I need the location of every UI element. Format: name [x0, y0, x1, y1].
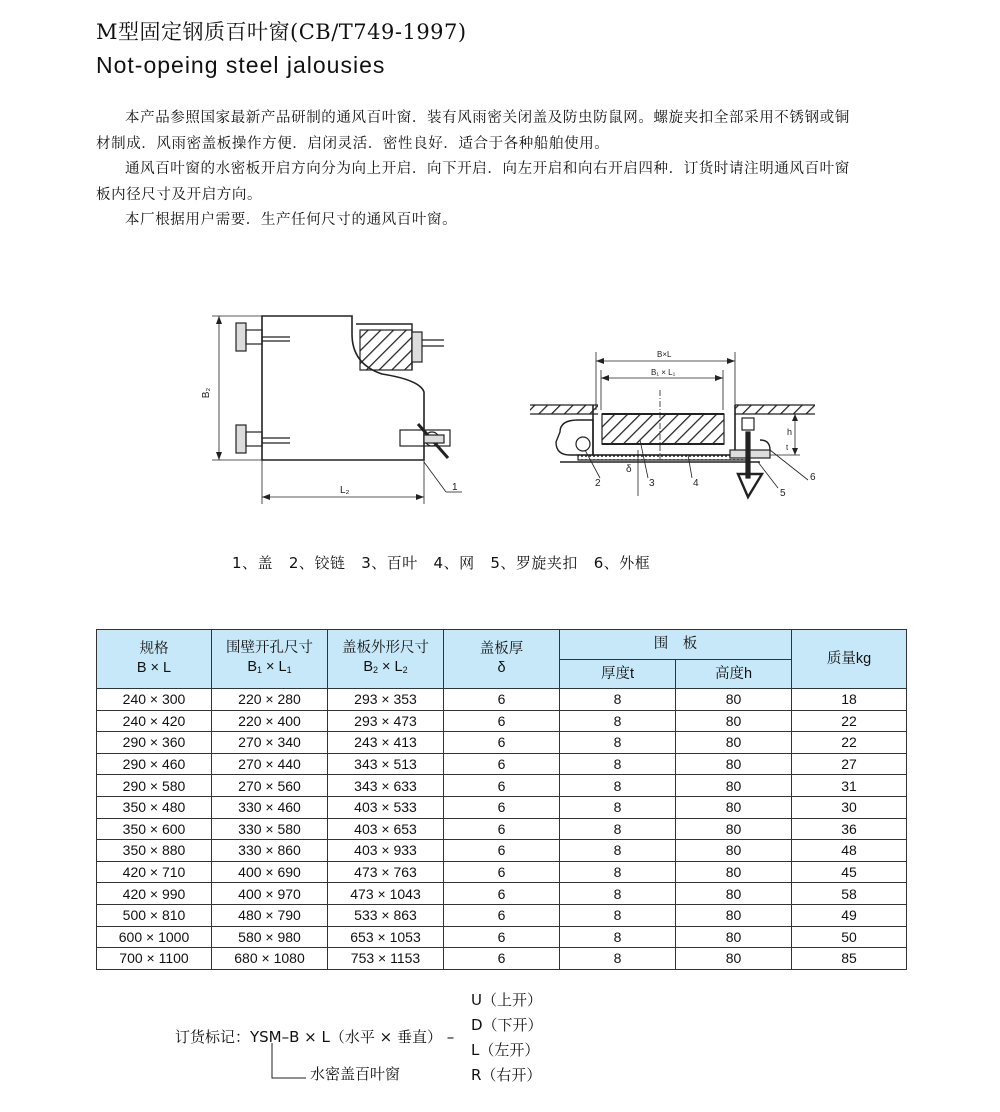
part-5-label: 5: [780, 488, 786, 499]
table-cell: 48: [792, 840, 907, 862]
dim-h-label: h: [787, 427, 793, 437]
table-cell: 220 × 280: [212, 689, 328, 711]
table-cell: 350 × 880: [97, 840, 212, 862]
table-cell: 8: [560, 861, 676, 883]
table-cell: 290 × 580: [97, 775, 212, 797]
table-cell: 8: [560, 732, 676, 754]
table-row: [97, 948, 907, 970]
table-cell: 270 × 340: [212, 732, 328, 754]
table-cell: 420 × 990: [97, 883, 212, 905]
table-row: [97, 818, 907, 840]
table-cell: 500 × 810: [97, 904, 212, 926]
table-cell: 400 × 970: [212, 883, 328, 905]
part-2-label: 2: [595, 478, 601, 489]
table-cell: 6: [444, 775, 560, 797]
table-cell: 80: [676, 753, 792, 775]
table-cell: 6: [444, 948, 560, 970]
table-cell: 403 × 933: [328, 840, 444, 862]
table-cell: 8: [560, 753, 676, 775]
table-cell: 680 × 1080: [212, 948, 328, 970]
intro-paragraph: 本厂根据用户需要．生产任何尺寸的通风百叶窗。: [125, 212, 458, 228]
table-cell: 270 × 560: [212, 775, 328, 797]
table-cell: 243 × 413: [328, 732, 444, 754]
order-option-left: L（左开）: [471, 1041, 540, 1059]
header-frame-thickness: 厚度t: [560, 660, 676, 689]
table-cell: 473 × 763: [328, 861, 444, 883]
table-cell: 293 × 473: [328, 710, 444, 732]
table-cell: 80: [676, 732, 792, 754]
table-cell: 6: [444, 904, 560, 926]
header-hole-sub: $B_1 \times L_1$: [247, 658, 292, 675]
table-cell: 400 × 690: [212, 861, 328, 883]
cover-front-view: [201, 316, 462, 504]
header-cover: [328, 630, 444, 689]
table-cell: 49: [792, 904, 907, 926]
table-cell: 80: [676, 840, 792, 862]
table-cell: 240 × 300: [97, 689, 212, 711]
table-cell: 343 × 633: [328, 775, 444, 797]
table-cell: 8: [560, 775, 676, 797]
page-title-cn: M型固定钢质百叶窗(CB/T749-1997): [96, 20, 467, 44]
table-cell: 350 × 480: [97, 796, 212, 818]
table-cell: 8: [560, 926, 676, 948]
table-cell: 330 × 580: [212, 818, 328, 840]
dim-b1l1-label: B₁ × L₁: [651, 368, 676, 377]
header-frame-height: 高度h: [676, 660, 792, 689]
table-cell: 22: [792, 710, 907, 732]
dim-l2-label: L₂: [340, 485, 350, 496]
table-cell: 330 × 460: [212, 796, 328, 818]
table-cell: 403 × 533: [328, 796, 444, 818]
dim-t-label: t: [786, 443, 789, 452]
table-cell: 6: [444, 796, 560, 818]
table-cell: 36: [792, 818, 907, 840]
table-cell: 6: [444, 861, 560, 883]
table-row: [97, 926, 907, 948]
table-cell: 420 × 710: [97, 861, 212, 883]
table-cell: 6: [444, 840, 560, 862]
table-cell: 403 × 653: [328, 818, 444, 840]
intro-paragraph: 本产品参照国家最新产品研制的通风百叶窗．装有风雨密关闭盖及防虫防鼠网。螺旋夹扣全部采用不锈钢或铜材制成．风雨密盖板操作方便．启闭灵活．密性良好．适合于各种船舶使用。: [96, 110, 850, 152]
table-cell: 8: [560, 948, 676, 970]
table-cell: 50: [792, 926, 907, 948]
table-cell: 240 × 420: [97, 710, 212, 732]
header-mass: 质量kg: [792, 630, 907, 689]
jalousie-drawing: [0, 290, 1000, 530]
table-cell: 653 × 1053: [328, 926, 444, 948]
table-cell: 600 × 1000: [97, 926, 212, 948]
table-cell: 580 × 980: [212, 926, 328, 948]
table-cell: 533 × 863: [328, 904, 444, 926]
table-cell: 85: [792, 948, 907, 970]
header-thickness: [444, 630, 560, 689]
intro-text: [96, 106, 856, 234]
table-cell: 6: [444, 689, 560, 711]
order-option-up: U（上开）: [471, 991, 542, 1009]
table-row: [97, 840, 907, 862]
order-bracket-line: [0, 985, 1000, 1105]
order-code-label: 订货标记：YSM–B × L（水平 × 垂直） –: [175, 1028, 455, 1046]
dim-bl-label: B×L: [657, 350, 672, 359]
table-cell: 220 × 400: [212, 710, 328, 732]
table-cell: 31: [792, 775, 907, 797]
header-frame: 围 板: [560, 630, 792, 660]
table-cell: 8: [560, 796, 676, 818]
header-thickness-sub: δ: [497, 660, 506, 676]
table-cell: 330 × 860: [212, 840, 328, 862]
table-cell: 80: [676, 710, 792, 732]
spec-table-body: [97, 689, 907, 970]
dim-b2-label: B₂: [201, 387, 212, 399]
order-option-down: D（下开）: [471, 1016, 543, 1034]
table-cell: 6: [444, 732, 560, 754]
table-cell: 290 × 460: [97, 753, 212, 775]
table-cell: 350 × 600: [97, 818, 212, 840]
table-cell: 80: [676, 796, 792, 818]
table-cell: 290 × 360: [97, 732, 212, 754]
table-row: [97, 861, 907, 883]
table-row: [97, 732, 907, 754]
table-cell: 8: [560, 883, 676, 905]
part-1-label: 1: [452, 482, 458, 493]
table-cell: 8: [560, 904, 676, 926]
table-row: [97, 689, 907, 711]
table-cell: 343 × 513: [328, 753, 444, 775]
table-cell: 8: [560, 840, 676, 862]
order-option-right: R（右开）: [471, 1066, 542, 1084]
table-cell: 80: [676, 689, 792, 711]
table-cell: 480 × 790: [212, 904, 328, 926]
table-cell: 80: [676, 861, 792, 883]
table-row: [97, 753, 907, 775]
table-cell: 30: [792, 796, 907, 818]
table-cell: 270 × 440: [212, 753, 328, 775]
table-row: [97, 710, 907, 732]
jalousie-section-view: [530, 350, 816, 499]
table-cell: 6: [444, 710, 560, 732]
table-cell: 753 × 1153: [328, 948, 444, 970]
header-spec: [97, 630, 212, 689]
header-cover-label: 盖板外形尺寸: [342, 639, 429, 656]
table-cell: 6: [444, 818, 560, 840]
table-cell: 8: [560, 710, 676, 732]
table-cell: 6: [444, 883, 560, 905]
part-3-label: 3: [649, 478, 655, 489]
table-cell: 18: [792, 689, 907, 711]
table-cell: 80: [676, 818, 792, 840]
spec-table: [96, 629, 907, 970]
table-cell: 58: [792, 883, 907, 905]
table-cell: 6: [444, 753, 560, 775]
table-row: [97, 904, 907, 926]
header-thickness-label: 盖板厚: [479, 641, 524, 657]
page-title-en: Not-opeing steel jalousies: [96, 52, 386, 78]
intro-paragraph: 通风百叶窗的水密板开启方向分为向上开启．向下开启．向左开启和向右开启四种．订货时请注明通风百叶窗板内径尺寸及开启方向。: [96, 161, 850, 203]
table-cell: 80: [676, 775, 792, 797]
table-cell: 27: [792, 753, 907, 775]
table-cell: 700 × 1100: [97, 948, 212, 970]
table-row: [97, 775, 907, 797]
table-cell: 8: [560, 689, 676, 711]
table-cell: 80: [676, 904, 792, 926]
table-cell: 80: [676, 948, 792, 970]
table-cell: 80: [676, 926, 792, 948]
table-cell: 473 × 1043: [328, 883, 444, 905]
table-cell: 8: [560, 818, 676, 840]
header-hole-label: 围壁开孔尺寸: [226, 639, 313, 656]
dim-delta-label: δ: [626, 464, 632, 475]
part-6-label: 6: [810, 472, 816, 483]
part-4-label: 4: [693, 478, 699, 489]
header-spec-sub: B × L: [136, 660, 172, 676]
table-row: [97, 796, 907, 818]
table-cell: 80: [676, 883, 792, 905]
order-code-section: [0, 985, 1000, 1105]
order-code-sublabel: 水密盖百叶窗: [310, 1065, 401, 1083]
table-cell: 22: [792, 732, 907, 754]
table-cell: 293 × 353: [328, 689, 444, 711]
table-cell: 45: [792, 861, 907, 883]
header-cover-sub: $B_2 \times L_2$: [363, 658, 408, 675]
table-row: [97, 883, 907, 905]
header-spec-label: 规格: [139, 641, 169, 657]
header-hole: [212, 630, 328, 689]
table-cell: 6: [444, 926, 560, 948]
parts-legend: 1、盖 2、铰链 3、百叶 4、网 5、罗旋夹扣 6、外框: [232, 554, 651, 572]
